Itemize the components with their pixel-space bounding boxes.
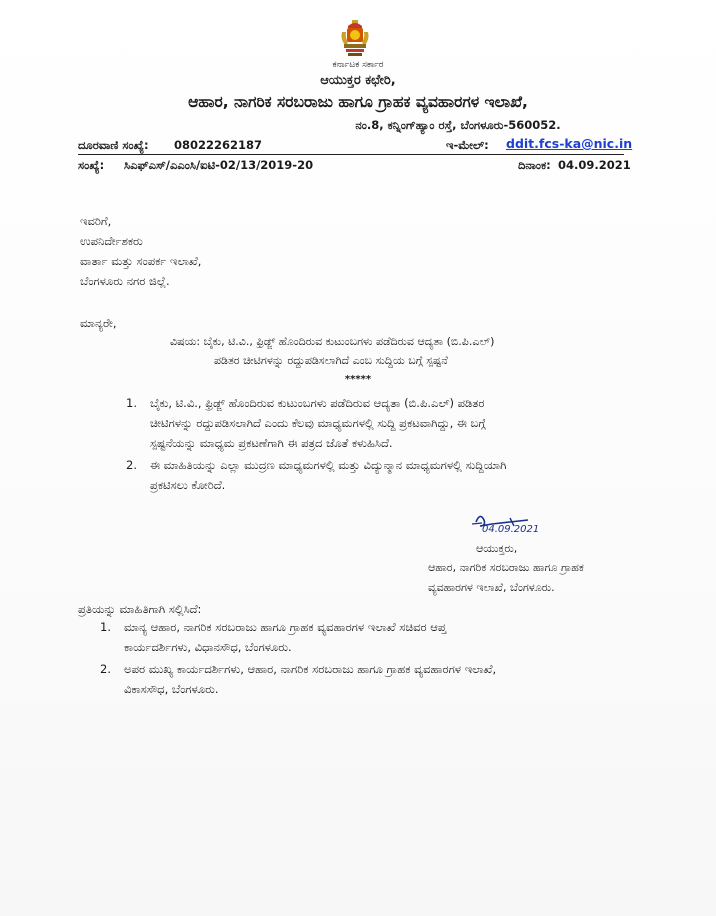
department-name: ಆಹಾರ, ನಾಗರಿಕ ಸರಬರಾಜು ಹಾಗೂ ಗ್ರಾಹಕ ವ್ಯವಹಾರಗಳ ಇಲಾಖೆ,	[188, 93, 528, 111]
copy-item-number: 2.	[100, 662, 111, 676]
addressee-line: ವಾರ್ತಾ ಮತ್ತು ಸಂಪರ್ಕ ಇಲಾಖೆ,	[80, 254, 202, 268]
paragraph-line: ಸ್ಪಷ್ಟನೆಯನ್ನು ಮಾಧ್ಯಮ ಪ್ರಕಟಣೆಗಾಗಿ ಈ ಪತ್ರದ ಜೊತೆ ಕಳುಹಿಸಿದೆ.	[150, 436, 393, 450]
subject-line: ವಿಷಯ: ಬೈಕು, ಟಿ.ವಿ., ಫ್ರಿಡ್ಜ್ ಹೊಂದಿರುವ ಕುಟುಂಬಗಳು ಪಡೆದಿರುವ ಆದ್ಯತಾ (ಬಿ.ಪಿ.ಎಲ್)	[170, 335, 495, 348]
signatory-title: ಆಯುಕ್ತರು,	[476, 542, 518, 555]
email-link[interactable]: ddit.fcs-ka@nic.in	[506, 136, 633, 151]
paragraph-line: ಈ ಮಾಹಿತಿಯನ್ನು ಎಲ್ಲಾ ಮುದ್ರಣ ಮಾಧ್ಯಮಗಳಲ್ಲಿ ಮತ್ತು ವಿದ್ಯುನ್ಮಾನ ಮಾಧ್ಯಮಗಳಲ್ಲಿ ಸುದ್ದಿಯಾಗಿ	[150, 458, 507, 472]
copy-item-line: ಕಾರ್ಯದರ್ಶಿಗಳು, ವಿಧಾನಸೌಧ, ಬೆಂಗಳೂರು.	[124, 640, 292, 654]
subject-separator: *****	[344, 374, 372, 385]
email-label: ಇ-ಮೇಲ್:	[446, 138, 489, 152]
paragraph-line: ಪ್ರಕಟಿಸಲು ಕೋರಿದೆ.	[150, 478, 226, 492]
salutation: ಮಾನ್ಯರೇ,	[80, 316, 117, 330]
copy-to-heading: ಪ್ರತಿಯನ್ನು ಮಾಹಿತಿಗಾಗಿ ಸಲ್ಲಿಸಿದೆ:	[78, 602, 202, 616]
signature-date: 04.09.2021	[482, 524, 540, 535]
header-divider	[78, 154, 624, 155]
signatory-department: ಆಹಾರ, ನಾಗರಿಕ ಸರಬರಾಜು ಹಾಗೂ ಗ್ರಾಹಕ	[428, 561, 584, 574]
letter-date: 04.09.2021	[558, 158, 631, 172]
reference-label: ಸಂಖ್ಯೆ:	[78, 158, 105, 172]
reference-number: ಸಿಎಫ್‌ಎಸ್/ಎಎಂಸಿ/ಐಟಿ-02/13/2019-20	[124, 158, 314, 172]
paragraph-number: 2.	[126, 458, 137, 472]
copy-item-line: ಅಪರ ಮುಖ್ಯ ಕಾರ್ಯದರ್ಶಿಗಳು, ಆಹಾರ, ನಾಗರಿಕ ಸರಬರಾಜು ಹಾಗೂ ಗ್ರಾಹಕ ವ್ಯವಹಾರಗಳ ಇಲಾಖೆ,	[124, 662, 497, 676]
copy-item-number: 1.	[100, 620, 111, 634]
phone-label: ದೂರವಾಣಿ ಸಂಖ್ಯೆ:	[78, 138, 149, 152]
government-name: ಕರ್ನಾಟಕ ಸರ್ಕಾರ	[332, 60, 384, 70]
addressee-line: ಉಪನಿರ್ದೇಶಕರು	[80, 234, 143, 248]
office-address: ನಂ.8, ಕನ್ನಿಂಗ್‌ಹ್ಯಾಂ ರಸ್ತೆ, ಬೆಂಗಳೂರು-560052.	[355, 118, 561, 132]
paragraph-line: ಚೀಟಿಗಳನ್ನು ರದ್ದುಪಡಿಸಲಾಗಿದೆ ಎಂದು ಕೆಲವು ಮಾಧ್ಯಮಗಳಲ್ಲಿ ಸುದ್ದಿ ಪ್ರಕಟವಾಗಿದ್ದು, ಈ ಬಗ್ಗೆ	[150, 416, 486, 430]
copy-item-line: ವಿಕಾಸಸೌಧ, ಬೆಂಗಳೂರು.	[124, 682, 219, 696]
office-name: ಆಯುಕ್ತರ ಕಛೇರಿ,	[320, 73, 396, 88]
addressee-line: ಇವರಿಗೆ,	[80, 214, 112, 228]
subject-line: ಪಡಿತರ ಚೀಟಿಗಳನ್ನು ರದ್ದುಪಡಿಸಲಾಗಿದೆ ಎಂಬ ಸುದ್ದಿಯ ಬಗ್ಗೆ ಸ್ಪಷ್ಟನೆ	[214, 354, 448, 367]
paragraph-number: 1.	[126, 396, 137, 410]
copy-item-line: ಮಾನ್ಯ ಆಹಾರ, ನಾಗರಿಕ ಸರಬರಾಜು ಹಾಗೂ ಗ್ರಾಹಕ ವ್ಯವಹಾರಗಳ ಇಲಾಖೆ ಸಚಿವರ ಆಪ್ತ	[124, 620, 447, 634]
paragraph-line: ಬೈಕು, ಟಿ.ವಿ., ಫ್ರಿಡ್ಜ್ ಹೊಂದಿರುವ ಕುಟುಂಬಗಳು ಪಡೆದಿರುವ ಆದ್ಯತಾ (ಬಿ.ಪಿ.ಎಲ್) ಪಡಿತರ	[150, 396, 485, 410]
addressee-line: ಬೆಂಗಳೂರು ನಗರ ಜಿಲ್ಲೆ.	[80, 274, 170, 288]
phone-number: 08022262187	[174, 138, 263, 152]
karnataka-emblem-icon	[338, 18, 372, 58]
date-label: ದಿನಾಂಕ:	[518, 158, 551, 172]
signatory-department: ವ್ಯವಹಾರಗಳ ಇಲಾಖೆ, ಬೆಂಗಳೂರು.	[428, 581, 555, 594]
